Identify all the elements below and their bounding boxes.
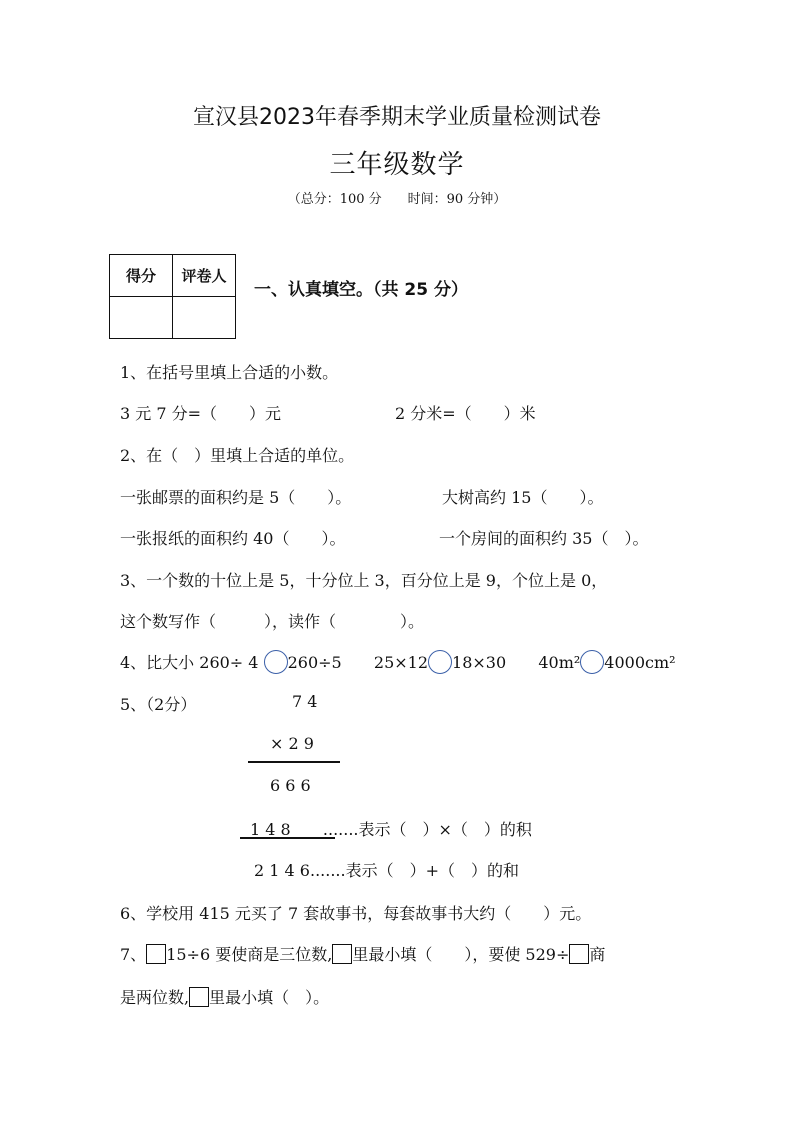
q7-num: 7、 (120, 945, 147, 964)
q2-c: 一张报纸的面积约 40（ ）。 (120, 529, 346, 548)
exam-subtitle: 三年级数学 (329, 150, 465, 180)
q7-part1: 15÷6 要使商是三位数, (166, 945, 333, 964)
q5-partial-2: 1 4 8 (250, 820, 291, 839)
question-7 (120, 942, 605, 965)
score-cell[interactable] (110, 297, 173, 339)
compare-circle-3[interactable] (580, 650, 604, 674)
exam-info: （总分：100 分 时间：90 分钟） (287, 192, 507, 207)
q5-multiplier: × 2 9 (270, 734, 314, 753)
q7-line2b: 里最小填（ ）。 (209, 988, 330, 1007)
q7-part2: 里最小填（ ），要使 529÷ (352, 945, 570, 964)
q2-d: 一个房间的面积约 35（ ）。 (439, 529, 649, 548)
q5-sum-row (254, 858, 519, 881)
compare-circle-2[interactable] (428, 650, 452, 674)
grader-label: 评卷人 (173, 255, 236, 297)
question-2: 2、在（ ）里填上合适的单位。 (120, 446, 355, 465)
q4-b-right: 18×30 (452, 653, 507, 672)
blank-box-4[interactable] (189, 987, 209, 1007)
exam-title: 宣汉县2023年春季期末学业质量检测试卷 (193, 105, 601, 130)
q5-partial-2-note: .......表示（ ）×（ ）的积 (322, 820, 532, 839)
q4-prefix: 4、比大小 260÷ 4 (120, 653, 259, 672)
q4-c-right: 4000cm² (604, 653, 676, 672)
question-5: 5、（2分） (120, 695, 197, 714)
question-7-line2 (120, 985, 329, 1008)
q7-part3: 商 (589, 945, 606, 964)
q5-sum: 2 1 4 6 (254, 861, 310, 880)
blank-box-2[interactable] (332, 944, 352, 964)
question-1: 1、在括号里填上合适的小数。 (120, 363, 339, 382)
blank-box-3[interactable] (569, 944, 589, 964)
blank-box-1[interactable] (146, 944, 166, 964)
q5-sum-note: .......表示（ ）+（ ）的和 (309, 861, 519, 880)
q5-line-1 (248, 761, 340, 763)
q5-line-2 (240, 837, 335, 839)
q1-a: 3 元 7 分=（ ）元 (120, 404, 282, 423)
question-4 (120, 650, 676, 674)
grader-cell[interactable] (173, 297, 236, 339)
q5-multiplicand: 7 4 (292, 692, 318, 711)
score-label: 得分 (110, 255, 173, 297)
q4-c-left: 40m² (538, 653, 581, 672)
q2-b: 大树高约 15（ ）。 (442, 488, 604, 507)
q5-partial-1: 6 6 6 (270, 776, 311, 795)
question-3-line2: 这个数写作（ ），读作（ ）。 (120, 612, 425, 631)
compare-circle-1[interactable] (264, 650, 288, 674)
score-table (109, 254, 236, 339)
q4-b-left: 25×12 (373, 653, 429, 672)
section-heading: 一、认真填空。（共 25 分） (254, 280, 468, 300)
q4-a-right: 260÷5 (287, 653, 342, 672)
question-3: 3、一个数的十位上是 5，十分位上 3，百分位上是 9，个位上是 0， (120, 571, 608, 590)
question-6: 6、学校用 415 元买了 7 套故事书，每套故事书大约（ ）元。 (120, 904, 592, 923)
q7-line2a: 是两位数, (120, 988, 190, 1007)
q2-a: 一张邮票的面积约是 5（ ）。 (120, 488, 352, 507)
q1-b: 2 分米=（ ）米 (395, 404, 536, 423)
